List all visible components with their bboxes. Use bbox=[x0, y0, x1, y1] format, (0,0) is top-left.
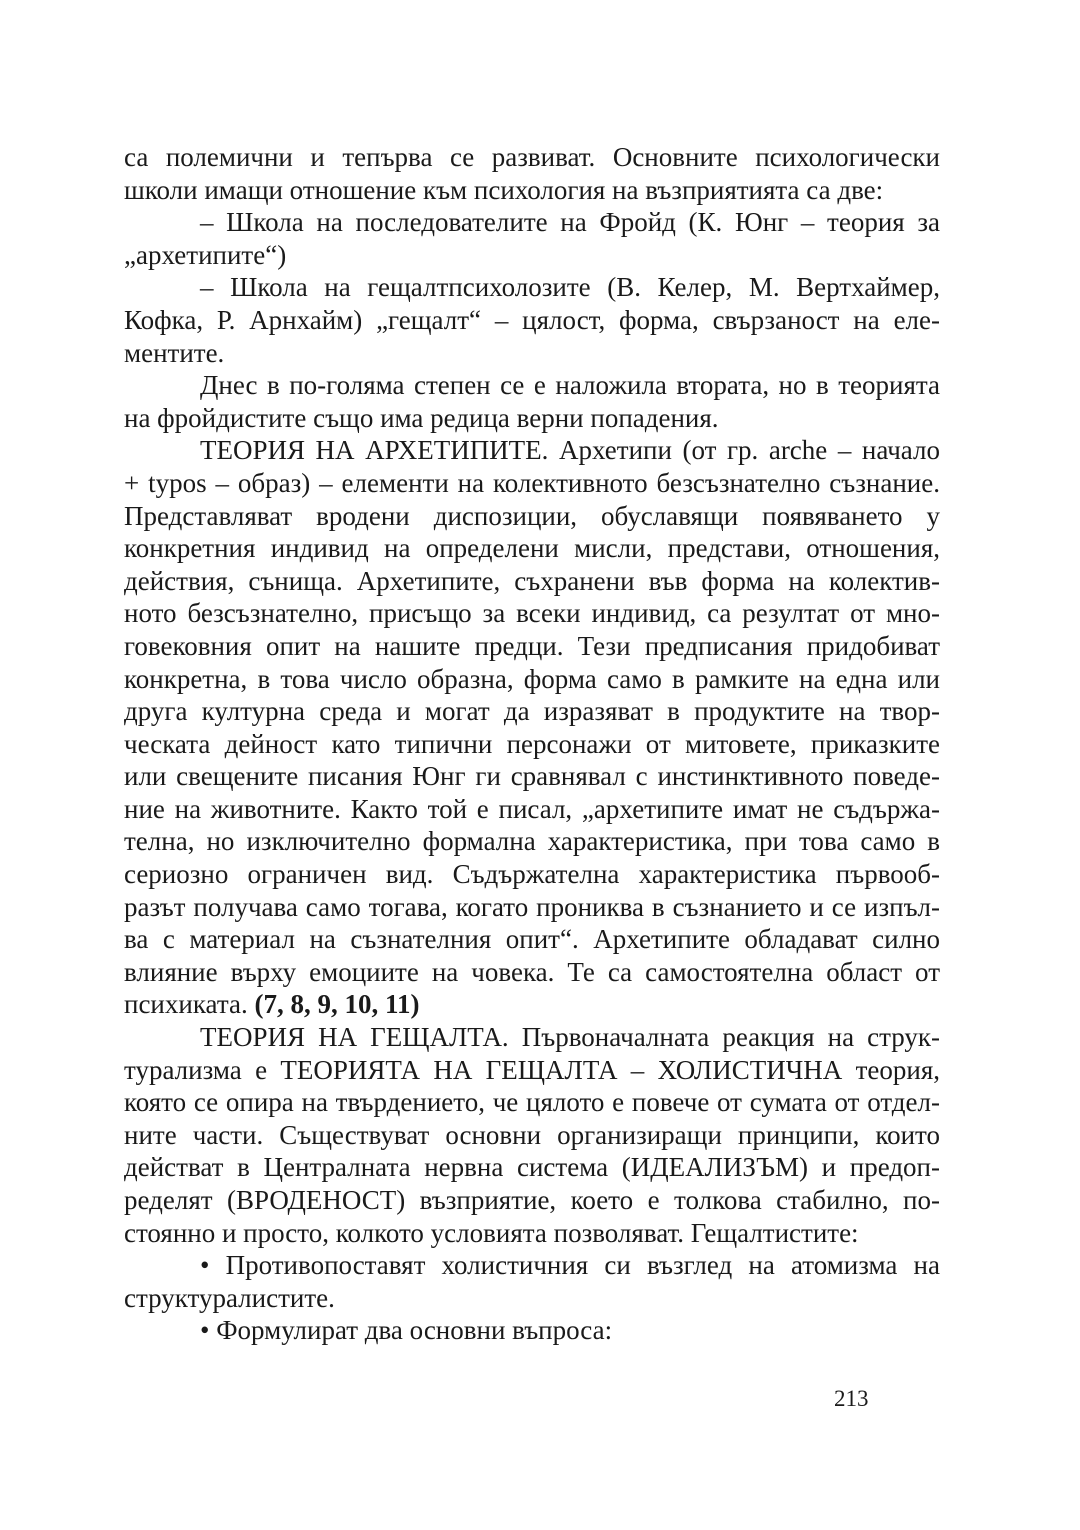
paragraph-gestalt-theory bbox=[124, 1021, 940, 1249]
text-line: говековния опит на нашите предци. Тези предписания придобиват bbox=[124, 630, 940, 661]
text-line: ние на животните. Както той е писал, „архетипите имат не съдържа- bbox=[124, 793, 940, 824]
text-line: разът получава само тогава, когато прониква в съзнанието и се изпъл- bbox=[124, 891, 940, 922]
text-line: ментите. bbox=[124, 337, 225, 368]
text-line: ческата дейност като типични персонажи от митовете, приказките bbox=[124, 728, 940, 759]
text-segment: психиката. bbox=[124, 989, 255, 1020]
text-line: – Школа на гещалтпсихолозите (В. Келер, М. Вертхаймер, bbox=[200, 272, 940, 303]
text-line: • Формулират два основни въпроса: bbox=[200, 1315, 613, 1346]
text-line: друга културна среда и могат да изразяват в продуктите на твор- bbox=[124, 696, 940, 727]
text-line: която се опира на твърдението, че цялото е повече от сумата от отдел- bbox=[124, 1087, 940, 1118]
text-line: действат в Централната нервна система (ИДЕАЛИЗЪМ) и предоп- bbox=[124, 1152, 940, 1183]
text-line: са полемични и тепърва се развиват. Основните психологически bbox=[124, 142, 940, 172]
text-line: на фройдистите също има редица верни попадения. bbox=[124, 402, 719, 433]
text-line: „архетипите“) bbox=[124, 239, 287, 270]
text-line: ТЕОРИЯ НА ГЕЩАЛТА. Първоначалната реакция на струк- bbox=[200, 1022, 940, 1053]
paragraph-archetypes bbox=[124, 434, 940, 1021]
text-line: ните части. Съществуват основни организиращи принципи, които bbox=[124, 1119, 940, 1150]
text-line: конкретна, в това число образна, форма само в рамките на една или bbox=[124, 663, 940, 694]
paragraph-today bbox=[124, 369, 940, 434]
citation-reference: (7, 8, 9, 10, 11) bbox=[254, 989, 420, 1020]
text-line: влияние върху емоциите на човека. Те са самостоятелна област от bbox=[124, 956, 940, 987]
text-line: структуралистите. bbox=[124, 1282, 335, 1313]
body-text bbox=[124, 141, 940, 1347]
text-line: + typos – образ) – елементи на колективното безсъзнателно съзнание. bbox=[124, 467, 940, 498]
text-line: действия, сънища. Архетипите, съхранени във форма на колектив- bbox=[124, 565, 940, 596]
text-line: – Школа на последователите на Фройд (К. Юнг – теория за bbox=[200, 207, 940, 238]
text-line: телна, но изключително формална характеристика, при това само в bbox=[124, 826, 940, 857]
list-item-freud-school bbox=[124, 206, 940, 271]
paragraph-intro bbox=[124, 141, 940, 206]
list-item-gestalt-school bbox=[124, 271, 940, 369]
text-line: Днес в по-голяма степен се е наложила втората, но в теорията bbox=[200, 370, 940, 401]
text-line: ределят (ВРОДЕНОСТ) възприятие, което е толкова стабилно, по- bbox=[124, 1185, 940, 1215]
text-line: Представляват вродени диспозиции, обуславящи появяването у bbox=[124, 500, 940, 531]
text-line: Кофка, Р. Арнхайм) „гещалт“ – цялост, форма, свързаност на еле- bbox=[124, 304, 940, 335]
text-line: конкретния индивид на определени мисли, представи, отношения, bbox=[124, 533, 940, 564]
text-line: турализма е ТЕОРИЯТА НА ГЕЩАЛТА – ХОЛИСТИЧНА теория, bbox=[124, 1054, 940, 1085]
bullet-item-questions bbox=[124, 1314, 940, 1347]
text-line: или свещените писания Юнг ги сравнявал с инстинктивното поведе- bbox=[124, 761, 940, 792]
text-line: ва с материал на съзнателния опит“. Архетипите обладават силно bbox=[124, 924, 940, 955]
text-line: сериозно ограничен вид. Съдържателна характеристика първооб- bbox=[124, 859, 940, 890]
page-number: 213 bbox=[834, 1386, 869, 1411]
bullet-item-holistic bbox=[124, 1249, 940, 1314]
text-line: • Противопоставят холистичния си възглед на атомизма на bbox=[200, 1250, 940, 1281]
text-line: школи имащи отношение към психология на възприятията са две: bbox=[124, 174, 884, 205]
text-line-with-citation bbox=[124, 988, 940, 1021]
text-line: ТЕОРИЯ НА АРХЕТИПИТЕ. Архетипи (от гр. arche – начало bbox=[200, 435, 940, 466]
text-line: стоянно и просто, колкото условията позволяват. Гещалтистите: bbox=[124, 1217, 859, 1248]
text-line: ното безсъзнателно, присъщо за всеки индивид, са резултат от мно- bbox=[124, 598, 940, 629]
